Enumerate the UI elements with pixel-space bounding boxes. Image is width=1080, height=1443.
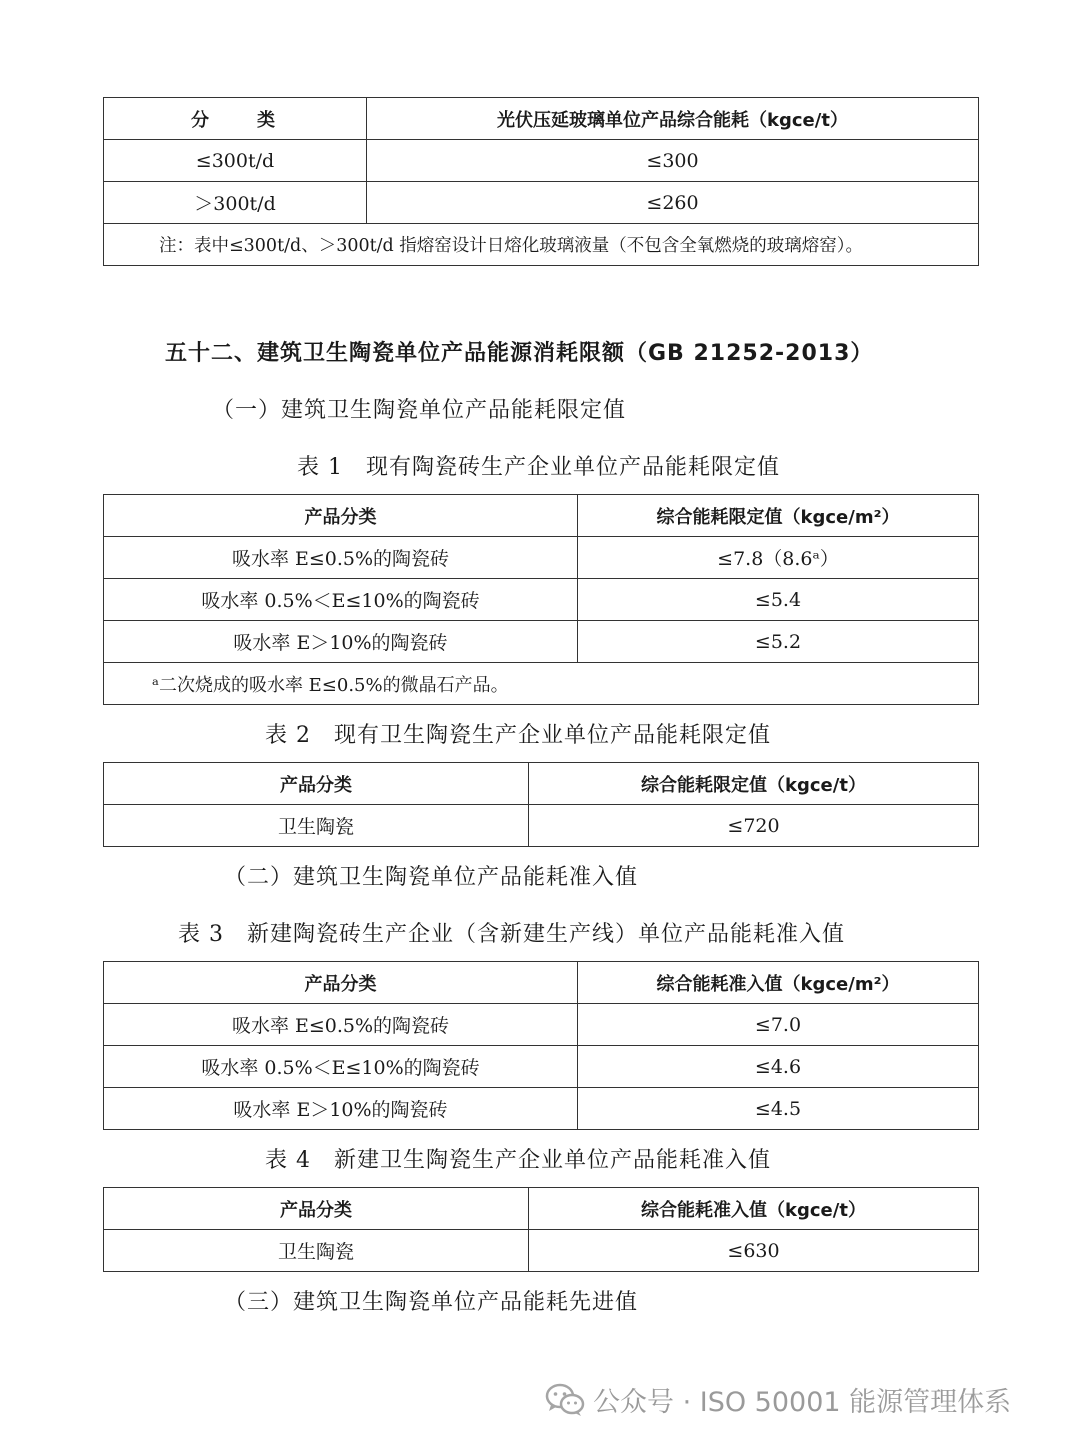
table3-caption: 表 3 新建陶瓷砖生产企业（含新建生产线）单位产品能耗准入值 xyxy=(178,922,845,947)
table-cell: 吸水率 E＞10%的陶瓷砖 xyxy=(104,621,578,663)
table-header-cell: 产品分类 xyxy=(104,763,529,805)
table-header-cell: 产品分类 xyxy=(104,1188,529,1230)
table-row xyxy=(104,1230,979,1272)
table-header-cell: 产品分类 xyxy=(104,495,578,537)
table-note: 注：表中≤300t/d、＞300t/d 指熔窑设计日熔化玻璃液量（不包含全氧燃烧的玻璃熔窑）。 xyxy=(104,224,979,266)
subsection-title-3: （三）建筑卫生陶瓷单位产品能耗先进值 xyxy=(224,1290,639,1315)
table-header-cell: 产品分类 xyxy=(104,962,578,1004)
table-header-cell: 综合能耗准入值（kgce/t） xyxy=(529,1188,979,1230)
table-cell: ≤300t/d xyxy=(104,140,367,182)
table-header-row xyxy=(104,763,979,805)
table-header-cell: 分 类 xyxy=(104,98,367,140)
section-title: 五十二、建筑卫生陶瓷单位产品能源消耗限额（GB 21252-2013） xyxy=(165,341,874,366)
table-header-row xyxy=(104,98,979,140)
table-row xyxy=(104,579,979,621)
new-sanitary-entry-table xyxy=(103,1187,979,1272)
table-header-row xyxy=(104,962,979,1004)
wechat-icon xyxy=(545,1383,585,1417)
table-cell: 卫生陶瓷 xyxy=(104,1230,529,1272)
table-cell: 卫生陶瓷 xyxy=(104,805,529,847)
table-header-row xyxy=(104,1188,979,1230)
table-row xyxy=(104,140,979,182)
table-cell: 吸水率 E≤0.5%的陶瓷砖 xyxy=(104,537,578,579)
table-cell: 吸水率 0.5%＜E≤10%的陶瓷砖 xyxy=(104,579,578,621)
table-cell: ≤4.6 xyxy=(578,1046,979,1088)
table-cell: ＞300t/d xyxy=(104,182,367,224)
table2-caption: 表 2 现有卫生陶瓷生产企业单位产品能耗限定值 xyxy=(265,723,771,748)
table-cell: 吸水率 E≤0.5%的陶瓷砖 xyxy=(104,1004,578,1046)
table1-caption: 表 1 现有陶瓷砖生产企业单位产品能耗限定值 xyxy=(297,455,780,480)
table-cell: 吸水率 0.5%＜E≤10%的陶瓷砖 xyxy=(104,1046,578,1088)
subsection-title-2: （二）建筑卫生陶瓷单位产品能耗准入值 xyxy=(224,865,639,890)
table4-caption: 表 4 新建卫生陶瓷生产企业单位产品能耗准入值 xyxy=(265,1148,771,1173)
table-note-row xyxy=(104,224,979,266)
table-note: ᵃ二次烧成的吸水率 E≤0.5%的微晶石产品。 xyxy=(104,663,979,705)
table-cell: ≤720 xyxy=(529,805,979,847)
glass-energy-table xyxy=(103,97,979,266)
table-header-cell: 综合能耗准入值（kgce/m²） xyxy=(578,962,979,1004)
table-cell: ≤5.2 xyxy=(578,621,979,663)
table-header-cell: 综合能耗限定值（kgce/m²） xyxy=(578,495,979,537)
subsection-title-1: （一）建筑卫生陶瓷单位产品能耗限定值 xyxy=(212,398,627,423)
table-row xyxy=(104,182,979,224)
table-cell: ≤260 xyxy=(367,182,979,224)
table-row xyxy=(104,621,979,663)
table-header-cell: 综合能耗限定值（kgce/t） xyxy=(529,763,979,805)
table-row xyxy=(104,537,979,579)
table-row xyxy=(104,1004,979,1046)
new-tile-entry-table xyxy=(103,961,979,1130)
table-row xyxy=(104,805,979,847)
table-row xyxy=(104,1046,979,1088)
existing-tile-limit-table xyxy=(103,494,979,705)
table-cell: ≤300 xyxy=(367,140,979,182)
table-cell: 吸水率 E＞10%的陶瓷砖 xyxy=(104,1088,578,1130)
table-cell: ≤7.0 xyxy=(578,1004,979,1046)
table-cell: ≤5.4 xyxy=(578,579,979,621)
table-cell: ≤7.8（8.6ᵃ） xyxy=(578,537,979,579)
table-note-row xyxy=(104,663,979,705)
wechat-watermark xyxy=(545,1380,1011,1419)
existing-sanitary-limit-table xyxy=(103,762,979,847)
table-cell: ≤630 xyxy=(529,1230,979,1272)
table-row xyxy=(104,1088,979,1130)
table-header-row xyxy=(104,495,979,537)
watermark-text: 公众号 · ISO 50001 能源管理体系 xyxy=(593,1387,1012,1418)
table-header-cell: 光伏压延玻璃单位产品综合能耗（kgce/t） xyxy=(367,98,979,140)
table-cell: ≤4.5 xyxy=(578,1088,979,1130)
